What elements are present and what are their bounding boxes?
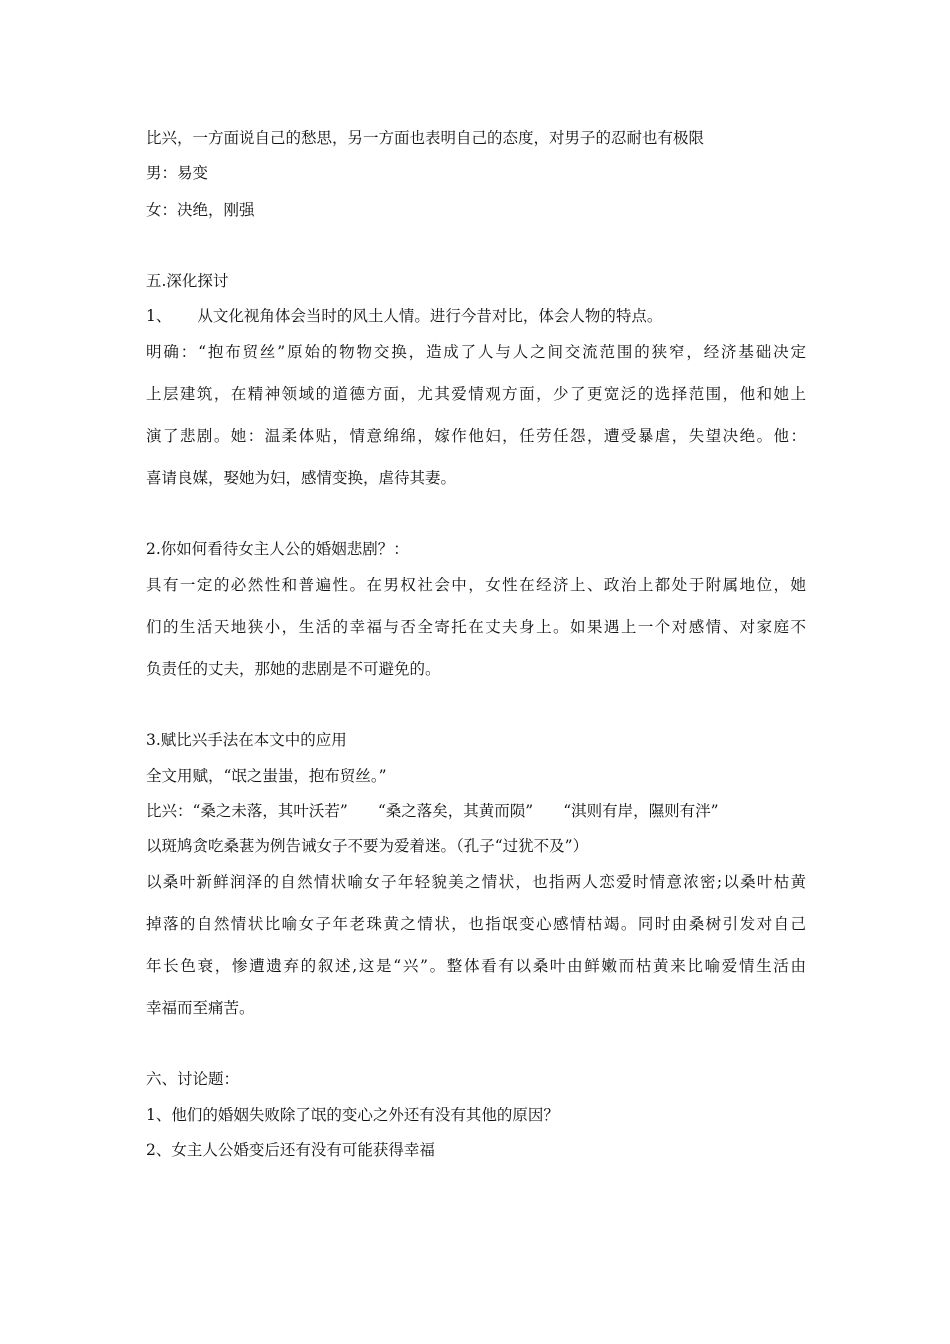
section5-heading: 五.深化探讨: [146, 272, 229, 290]
question-3: 3.赋比兴手法在本文中的应用: [146, 731, 347, 749]
male-trait: 男：易变: [146, 164, 209, 182]
question-1-number: 1、: [146, 307, 172, 325]
discussion-item: 2、女主人公婚变后还有没有可能获得幸福: [146, 1141, 435, 1159]
fu-line: 全文用赋，“氓之蚩蚩，抱布贸丝。”: [146, 767, 387, 785]
answer-2-line: 负责任的丈夫，那她的悲剧是不可避免的。: [146, 660, 441, 678]
question-1: [146, 306, 662, 326]
question-2: 2.你如何看待女主人公的婚姻悲剧？：: [146, 540, 409, 558]
answer-1-line: 演了悲剧。她：温柔体贴，情意绵绵，嫁作他妇，任劳任怨，遭受暴虐，失望决绝。他：: [146, 427, 806, 445]
analysis-line: 以桑叶新鲜润泽的自然情状喻女子年轻貌美之情状，也指两人恋爱时情意浓密;以桑叶枯黄: [146, 873, 806, 891]
bixing-quote-1: 比兴：“桑之未落，其叶沃若”: [146, 802, 348, 820]
bixing-line: [146, 801, 719, 821]
example-line: 以斑鸠贪吃桑葚为例告诫女子不要为爱着迷。（孔子“过犹不及”）: [146, 837, 589, 855]
analysis-line: 幸福而至痛苦。: [146, 999, 255, 1017]
answer-2-line: 具有一定的必然性和普遍性。在男权社会中，女性在经济上、政治上都处于附属地位，她: [146, 576, 806, 594]
answer-1-line: 明确：“抱布贸丝”原始的物物交换，造成了人与人之间交流范围的狭窄，经济基础决定: [146, 343, 806, 361]
answer-1-line: 上层建筑，在精神领域的道德方面，尤其爱情观方面，少了更宽泛的选择范围，他和她上: [146, 385, 806, 403]
answer-2-line: 们的生活天地狭小，生活的幸福与否全寄托在丈夫身上。如果遇上一个对感情、对家庭不: [146, 618, 806, 636]
question-1-text: 从文化视角体会当时的风土人情。进行今昔对比，体会人物的特点。: [197, 307, 663, 325]
bixing-quote-2: “桑之落矣，其黄而陨”: [377, 802, 534, 820]
female-trait: 女：决绝，刚强: [146, 201, 255, 219]
analysis-line: 掉落的自然情状比喻女子年老珠黄之情状，也指氓变心感情枯竭。同时由桑树引发对自己: [146, 915, 806, 933]
bixing-quote-3: “淇则有岸，隰则有泮”: [563, 802, 719, 820]
intro-line: 比兴，一方面说自己的愁思，另一方面也表明自己的态度，对男子的忍耐也有极限: [146, 129, 705, 147]
discussion-item: 1、他们的婚姻失败除了氓的变心之外还有没有其他的原因？: [146, 1106, 559, 1124]
answer-1-line: 喜请良媒，娶她为妇，感情变换，虐待其妻。: [146, 469, 457, 487]
analysis-line: 年长色衰，惨遭遗弃的叙述,这是“兴”。整体看有以桑叶由鲜嫩而枯黄来比喻爱情生活由: [146, 957, 806, 975]
section6-heading: 六、讨论题：: [146, 1070, 240, 1088]
